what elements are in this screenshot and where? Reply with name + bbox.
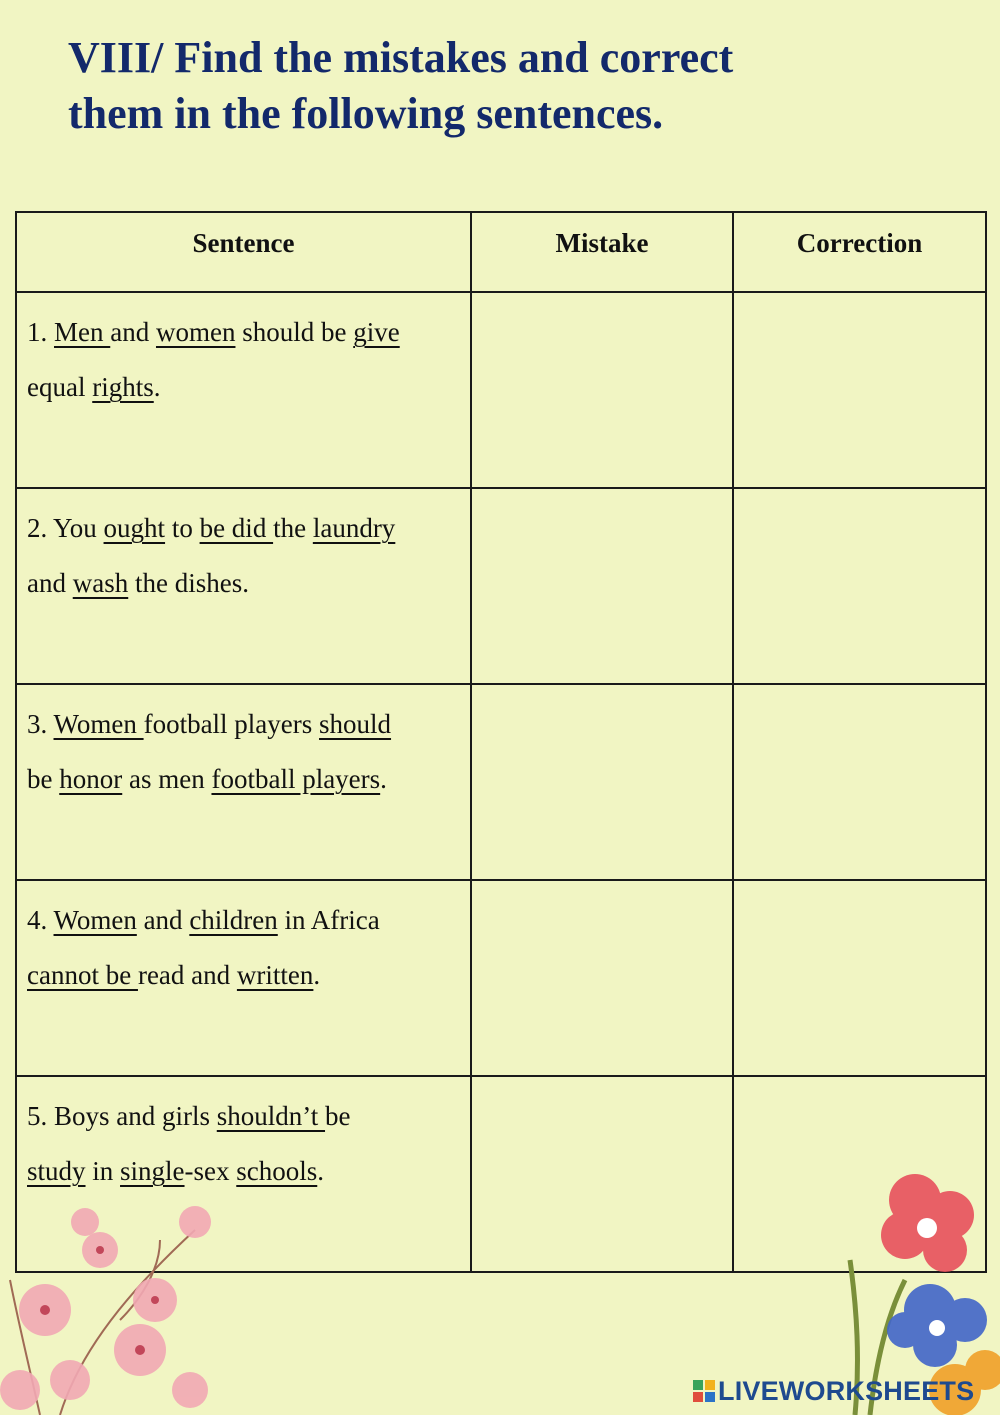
sentence-line bbox=[27, 1144, 460, 1199]
mistake-answer-cell[interactable] bbox=[471, 1076, 733, 1272]
underlined-segment: be did bbox=[199, 513, 274, 543]
text-segment: equal bbox=[27, 372, 93, 402]
table-row bbox=[16, 292, 986, 488]
correction-answer-cell[interactable] bbox=[733, 488, 986, 684]
underlined-segment: women bbox=[155, 317, 236, 347]
text-segment: 3. bbox=[27, 709, 54, 739]
text-segment: be bbox=[27, 764, 60, 794]
text-segment: should be bbox=[235, 317, 354, 347]
text-segment: . bbox=[317, 1156, 325, 1186]
brand-name: LIVEWORKSHEETS bbox=[718, 1375, 975, 1406]
text-segment: . bbox=[380, 764, 387, 794]
text-segment: . bbox=[153, 372, 161, 402]
text-segment: be bbox=[325, 1101, 351, 1131]
underlined-segment: study bbox=[27, 1156, 86, 1186]
underlined-segment: ought bbox=[103, 513, 166, 543]
sentence-cell bbox=[16, 292, 471, 488]
underlined-segment: honor bbox=[59, 764, 123, 794]
text-segment: 4. bbox=[27, 905, 54, 935]
text-segment: 5. Boys and girls bbox=[27, 1101, 217, 1131]
table-row bbox=[16, 684, 986, 880]
underlined-segment: Women bbox=[53, 709, 144, 739]
underlined-segment: schools bbox=[236, 1156, 318, 1186]
header-mistake: Mistake bbox=[471, 212, 733, 292]
sentence-line bbox=[27, 501, 460, 556]
mistake-answer-cell[interactable] bbox=[471, 292, 733, 488]
text-segment: 1. bbox=[27, 317, 54, 347]
flower-decoration-left bbox=[0, 1200, 240, 1415]
title-line-1: VIII/ Find the mistakes and correct bbox=[68, 33, 734, 82]
correction-answer-cell[interactable] bbox=[733, 880, 986, 1076]
table-row bbox=[16, 488, 986, 684]
text-segment: in Africa bbox=[277, 905, 380, 935]
underlined-segment: give bbox=[353, 317, 400, 347]
underlined-segment: children bbox=[189, 905, 278, 935]
table-header-row bbox=[16, 212, 986, 292]
text-segment: and bbox=[110, 317, 156, 347]
underlined-segment: Women bbox=[53, 905, 137, 935]
sentence-line bbox=[27, 893, 460, 948]
text-segment: and bbox=[27, 568, 73, 598]
underlined-segment: wash bbox=[72, 568, 129, 598]
text-segment: the bbox=[273, 513, 313, 543]
sentence-line bbox=[27, 556, 460, 611]
text-segment: read and bbox=[137, 960, 237, 990]
text-segment: as men bbox=[122, 764, 212, 794]
underlined-segment: written bbox=[236, 960, 314, 990]
sentence-line bbox=[27, 697, 460, 752]
sentence-text bbox=[17, 881, 470, 1003]
exercise-table bbox=[15, 211, 987, 1273]
underlined-segment: rights bbox=[92, 372, 154, 402]
sentence-line bbox=[27, 1089, 460, 1144]
sentence-text bbox=[17, 685, 470, 807]
mistake-answer-cell[interactable] bbox=[471, 880, 733, 1076]
sentence-line bbox=[27, 360, 460, 415]
header-sentence: Sentence bbox=[16, 212, 471, 292]
brand-watermark bbox=[693, 1376, 974, 1406]
title-line-2: them in the following sentences. bbox=[68, 89, 664, 138]
text-segment: in bbox=[85, 1156, 121, 1186]
underlined-segment: should bbox=[319, 709, 392, 739]
text-segment: and bbox=[136, 905, 190, 935]
text-segment: football players bbox=[143, 709, 320, 739]
underlined-segment: football players bbox=[211, 764, 381, 794]
text-segment: -sex bbox=[184, 1156, 237, 1186]
sentence-text bbox=[17, 489, 470, 611]
sentence-text bbox=[17, 1077, 470, 1199]
header-correction: Correction bbox=[733, 212, 986, 292]
sentence-line bbox=[27, 948, 460, 1003]
sentence-line bbox=[27, 752, 460, 807]
sentence-cell bbox=[16, 488, 471, 684]
liveworksheets-logo-icon bbox=[693, 1380, 715, 1402]
sentence-text bbox=[17, 293, 470, 415]
underlined-segment: single bbox=[120, 1156, 185, 1186]
text-segment: to bbox=[165, 513, 200, 543]
correction-answer-cell[interactable] bbox=[733, 684, 986, 880]
text-segment: 2. You bbox=[27, 513, 104, 543]
correction-answer-cell[interactable] bbox=[733, 292, 986, 488]
sentence-line bbox=[27, 305, 460, 360]
sentence-cell bbox=[16, 684, 471, 880]
underlined-segment: shouldn’t bbox=[216, 1101, 326, 1131]
text-segment: the dishes. bbox=[128, 568, 249, 598]
underlined-segment: Men bbox=[54, 317, 111, 347]
underlined-segment: laundry bbox=[312, 513, 396, 543]
mistake-answer-cell[interactable] bbox=[471, 684, 733, 880]
mistake-answer-cell[interactable] bbox=[471, 488, 733, 684]
worksheet-title bbox=[68, 30, 888, 142]
table-row bbox=[16, 880, 986, 1076]
underlined-segment: cannot be bbox=[27, 960, 138, 990]
sentence-cell bbox=[16, 880, 471, 1076]
text-segment: . bbox=[313, 960, 321, 990]
